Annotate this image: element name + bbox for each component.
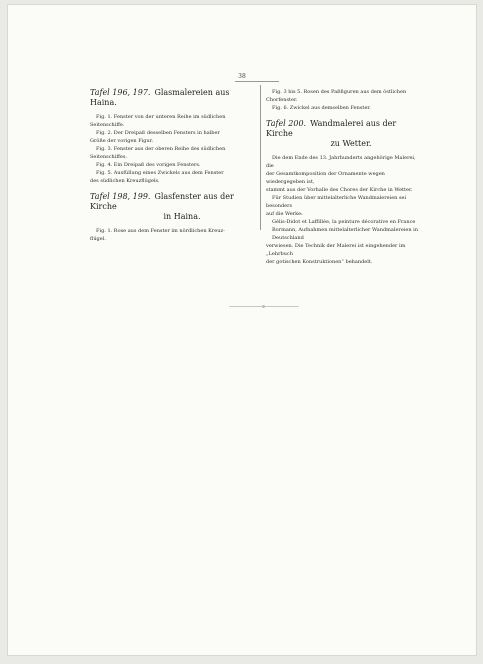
caption-line: Fig. 2. Der Dreipaß desselben Fensters in halber <box>96 130 220 136</box>
plate-title: Glasfenster aus der Kirche <box>90 192 234 211</box>
page-number: 38 <box>238 73 246 80</box>
plate-title: Wandmalerei aus der Kirche <box>266 119 397 138</box>
plate-heading-200 <box>266 119 418 149</box>
caption-line: Größe der vorigen Figur. <box>90 138 154 144</box>
plate-subtitle: in Haina. <box>163 212 201 221</box>
reference-line: Deutschland <box>272 235 304 241</box>
reference-line: Bormann, Aufnahmen mittelalterlicher Wandmalereien in <box>272 227 418 233</box>
plate-number: Tafel 200. <box>266 119 307 128</box>
spacer <box>90 185 256 192</box>
right-column <box>266 88 418 266</box>
caption-line: Fig. 3 bis 5. Rosen des Paßfiguren aus dem östlichen <box>272 89 407 95</box>
column-divider <box>260 85 261 230</box>
body-line: stammt aus der Vorhalle des Chores der Kirche in Wetter. <box>266 187 413 193</box>
caption-line: Chorfenster. <box>266 97 298 103</box>
body-line: auf die Werke: <box>266 211 303 217</box>
header-rule <box>235 81 279 82</box>
caption-line: Fig. 3. Fenster aus der oberen Reihe des südlichen <box>96 146 226 152</box>
caption-line: Fig. 1. Fenster von der unteren Reihe im südlichen <box>96 114 226 120</box>
section-divider <box>229 306 299 307</box>
body-line: verwiesen. Die Technik der Malerei ist eingehender im „Lehrbuch <box>266 243 406 257</box>
document-page <box>7 4 477 656</box>
caption-line: Fig. 5. Ausfüllung eines Zwickels aus dem Fenster <box>96 170 224 176</box>
caption-line: Seitenschiffe. <box>90 122 125 128</box>
plate-heading-196-197 <box>90 88 256 108</box>
caption-line: Fig. 6. Zwickel aus demselben Fenster. <box>272 105 371 111</box>
spacer <box>266 112 418 119</box>
caption-line: flügel. <box>90 236 106 242</box>
caption-line: des südlichen Kreuzflügels. <box>90 178 160 184</box>
body-line: der Gesamtkomposition der Ornamente wegen wiedergegeben ist, <box>266 171 385 185</box>
reference-line: Gélis-Didot et Laffillée, la peinture décorative en France <box>272 219 416 225</box>
divider-ornament <box>262 305 265 308</box>
plate-number: Tafel 196, 197. <box>90 88 151 97</box>
caption-line: Seitenschiffes. <box>90 154 128 160</box>
body-line: der gotischen Konstruktionen“ behandelt. <box>266 259 373 265</box>
body-line: Für Studien über mittelalterliche Wandmalereien sei besonders <box>266 195 407 209</box>
plate-heading-198-199 <box>90 192 256 222</box>
plate-title: Glasmalereien aus Haina. <box>90 88 230 107</box>
left-column <box>90 88 256 243</box>
body-line: Die dem Ende des 13. Jahrhunderts angehörige Malerei, die <box>266 155 416 169</box>
caption-line: Fig. 1. Rose aus dem Fenster im nördlichen Kreuz- <box>96 228 225 234</box>
plate-number: Tafel 198, 199. <box>90 192 151 201</box>
plate-subtitle: zu Wetter. <box>330 139 372 148</box>
caption-line: Fig. 4. Ein Dreipaß des vorigen Fensters. <box>96 162 201 168</box>
